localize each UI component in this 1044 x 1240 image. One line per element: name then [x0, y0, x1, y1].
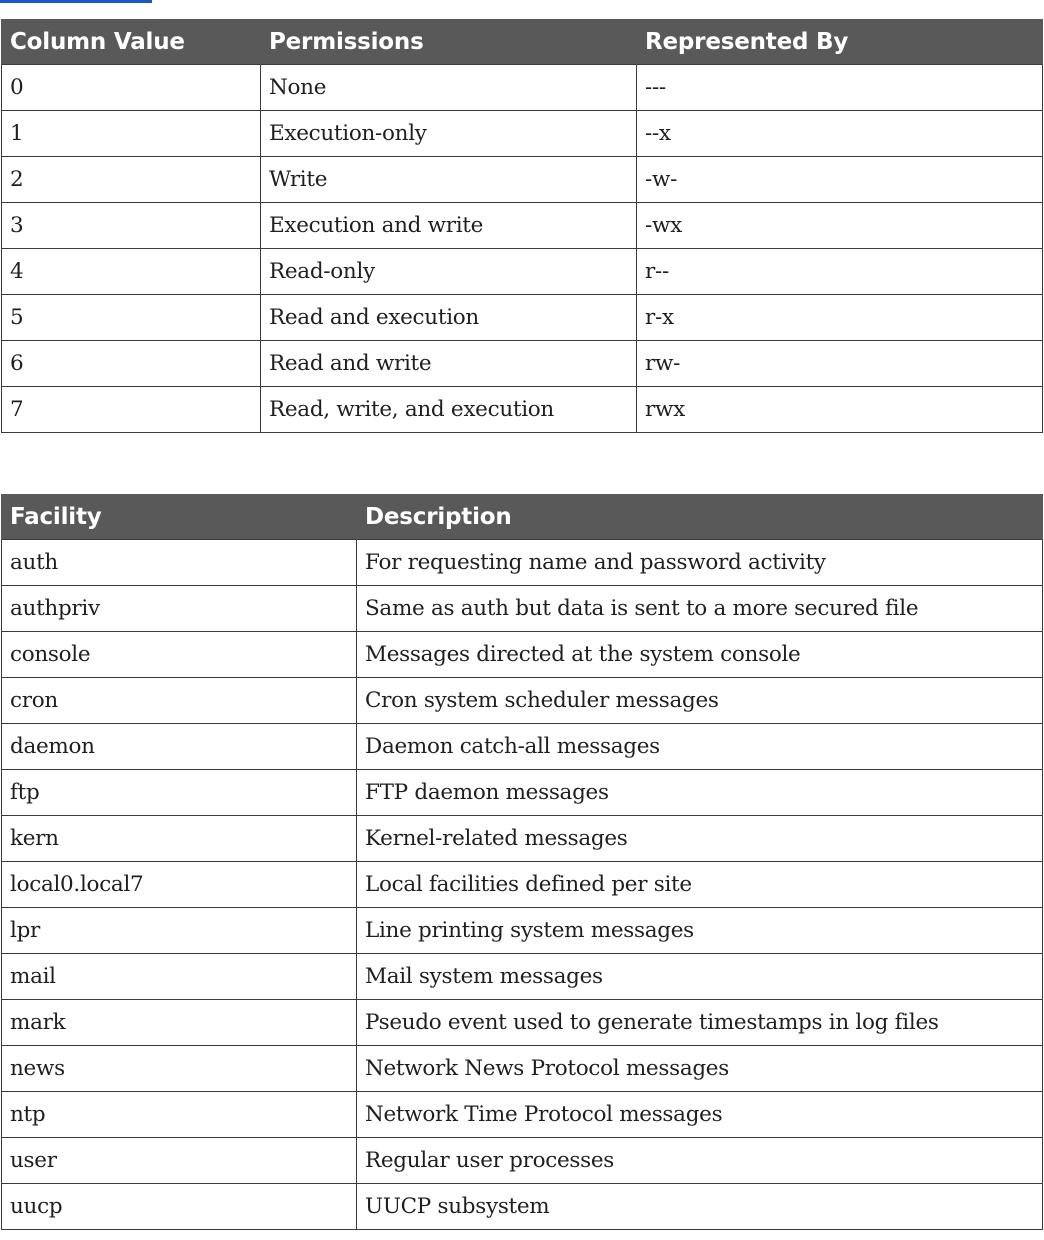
cell-facility: kern	[2, 816, 357, 862]
table-row	[2, 678, 1043, 724]
table-row	[2, 724, 1043, 770]
cell-description: Daemon catch-all messages	[357, 724, 1043, 770]
header-facility: Facility	[2, 494, 357, 540]
cell-facility: uucp	[2, 1184, 357, 1230]
table-row	[2, 816, 1043, 862]
cell-value: 1	[2, 111, 261, 157]
table-row	[2, 632, 1043, 678]
table-row	[2, 540, 1043, 586]
table-row	[2, 862, 1043, 908]
cell-value: 2	[2, 157, 261, 203]
cell-description: Messages directed at the system console	[357, 632, 1043, 678]
cell-represented-by: --x	[637, 111, 1043, 157]
cell-description: Pseudo event used to generate timestamps in log files	[357, 1000, 1043, 1046]
cell-facility: ntp	[2, 1092, 357, 1138]
cell-facility: local0.local7	[2, 862, 357, 908]
permissions-table	[1, 19, 1043, 433]
cell-description: Network Time Protocol messages	[357, 1092, 1043, 1138]
table-row	[2, 387, 1043, 433]
table-row	[2, 295, 1043, 341]
header-description: Description	[357, 494, 1043, 540]
cell-permissions: Read-only	[261, 249, 637, 295]
table-row	[2, 111, 1043, 157]
cell-description: UUCP subsystem	[357, 1184, 1043, 1230]
facility-table	[1, 494, 1043, 1230]
cell-facility: authpriv	[2, 586, 357, 632]
table-row	[2, 1138, 1043, 1184]
header-column-value: Column Value	[2, 19, 261, 65]
cell-value: 3	[2, 203, 261, 249]
cell-description: FTP daemon messages	[357, 770, 1043, 816]
cell-description: Local facilities defined per site	[357, 862, 1043, 908]
table-row	[2, 586, 1043, 632]
cell-description: Line printing system messages	[357, 908, 1043, 954]
cell-value: 0	[2, 65, 261, 111]
cell-description: Mail system messages	[357, 954, 1043, 1000]
table-row	[2, 1184, 1043, 1230]
cell-facility: user	[2, 1138, 357, 1184]
cell-represented-by: rw-	[637, 341, 1043, 387]
cell-represented-by: -w-	[637, 157, 1043, 203]
cell-description: For requesting name and password activity	[357, 540, 1043, 586]
cell-description: Cron system scheduler messages	[357, 678, 1043, 724]
cell-permissions: None	[261, 65, 637, 111]
cell-value: 6	[2, 341, 261, 387]
cell-facility: mark	[2, 1000, 357, 1046]
cell-permissions: Read, write, and execution	[261, 387, 637, 433]
cell-facility: news	[2, 1046, 357, 1092]
cell-facility: cron	[2, 678, 357, 724]
cell-represented-by: -wx	[637, 203, 1043, 249]
cell-description: Same as auth but data is sent to a more secured file	[357, 586, 1043, 632]
table-row	[2, 65, 1043, 111]
cell-facility: mail	[2, 954, 357, 1000]
table-row	[2, 157, 1043, 203]
cell-permissions: Write	[261, 157, 637, 203]
cell-value: 7	[2, 387, 261, 433]
table-row	[2, 203, 1043, 249]
table-header-row	[2, 494, 1043, 540]
header-permissions: Permissions	[261, 19, 637, 65]
cell-permissions: Read and execution	[261, 295, 637, 341]
cell-description: Kernel-related messages	[357, 816, 1043, 862]
header-represented-by: Represented By	[637, 19, 1043, 65]
table-header-row	[2, 19, 1043, 65]
cell-permissions: Execution and write	[261, 203, 637, 249]
cell-permissions: Execution-only	[261, 111, 637, 157]
cell-represented-by: ---	[637, 65, 1043, 111]
cell-facility: lpr	[2, 908, 357, 954]
cell-facility: console	[2, 632, 357, 678]
cell-value: 4	[2, 249, 261, 295]
cell-description: Network News Protocol messages	[357, 1046, 1043, 1092]
table-row	[2, 770, 1043, 816]
table-row	[2, 954, 1043, 1000]
table-row	[2, 908, 1043, 954]
table-row	[2, 1092, 1043, 1138]
table-row	[2, 1046, 1043, 1092]
cell-facility: ftp	[2, 770, 357, 816]
table-row	[2, 341, 1043, 387]
cell-represented-by: r-x	[637, 295, 1043, 341]
table-row	[2, 249, 1043, 295]
cell-represented-by: r--	[637, 249, 1043, 295]
cell-facility: daemon	[2, 724, 357, 770]
cell-represented-by: rwx	[637, 387, 1043, 433]
table-row	[2, 1000, 1043, 1046]
cell-value: 5	[2, 295, 261, 341]
cell-permissions: Read and write	[261, 341, 637, 387]
cell-facility: auth	[2, 540, 357, 586]
top-link-underline	[0, 0, 152, 3]
cell-description: Regular user processes	[357, 1138, 1043, 1184]
